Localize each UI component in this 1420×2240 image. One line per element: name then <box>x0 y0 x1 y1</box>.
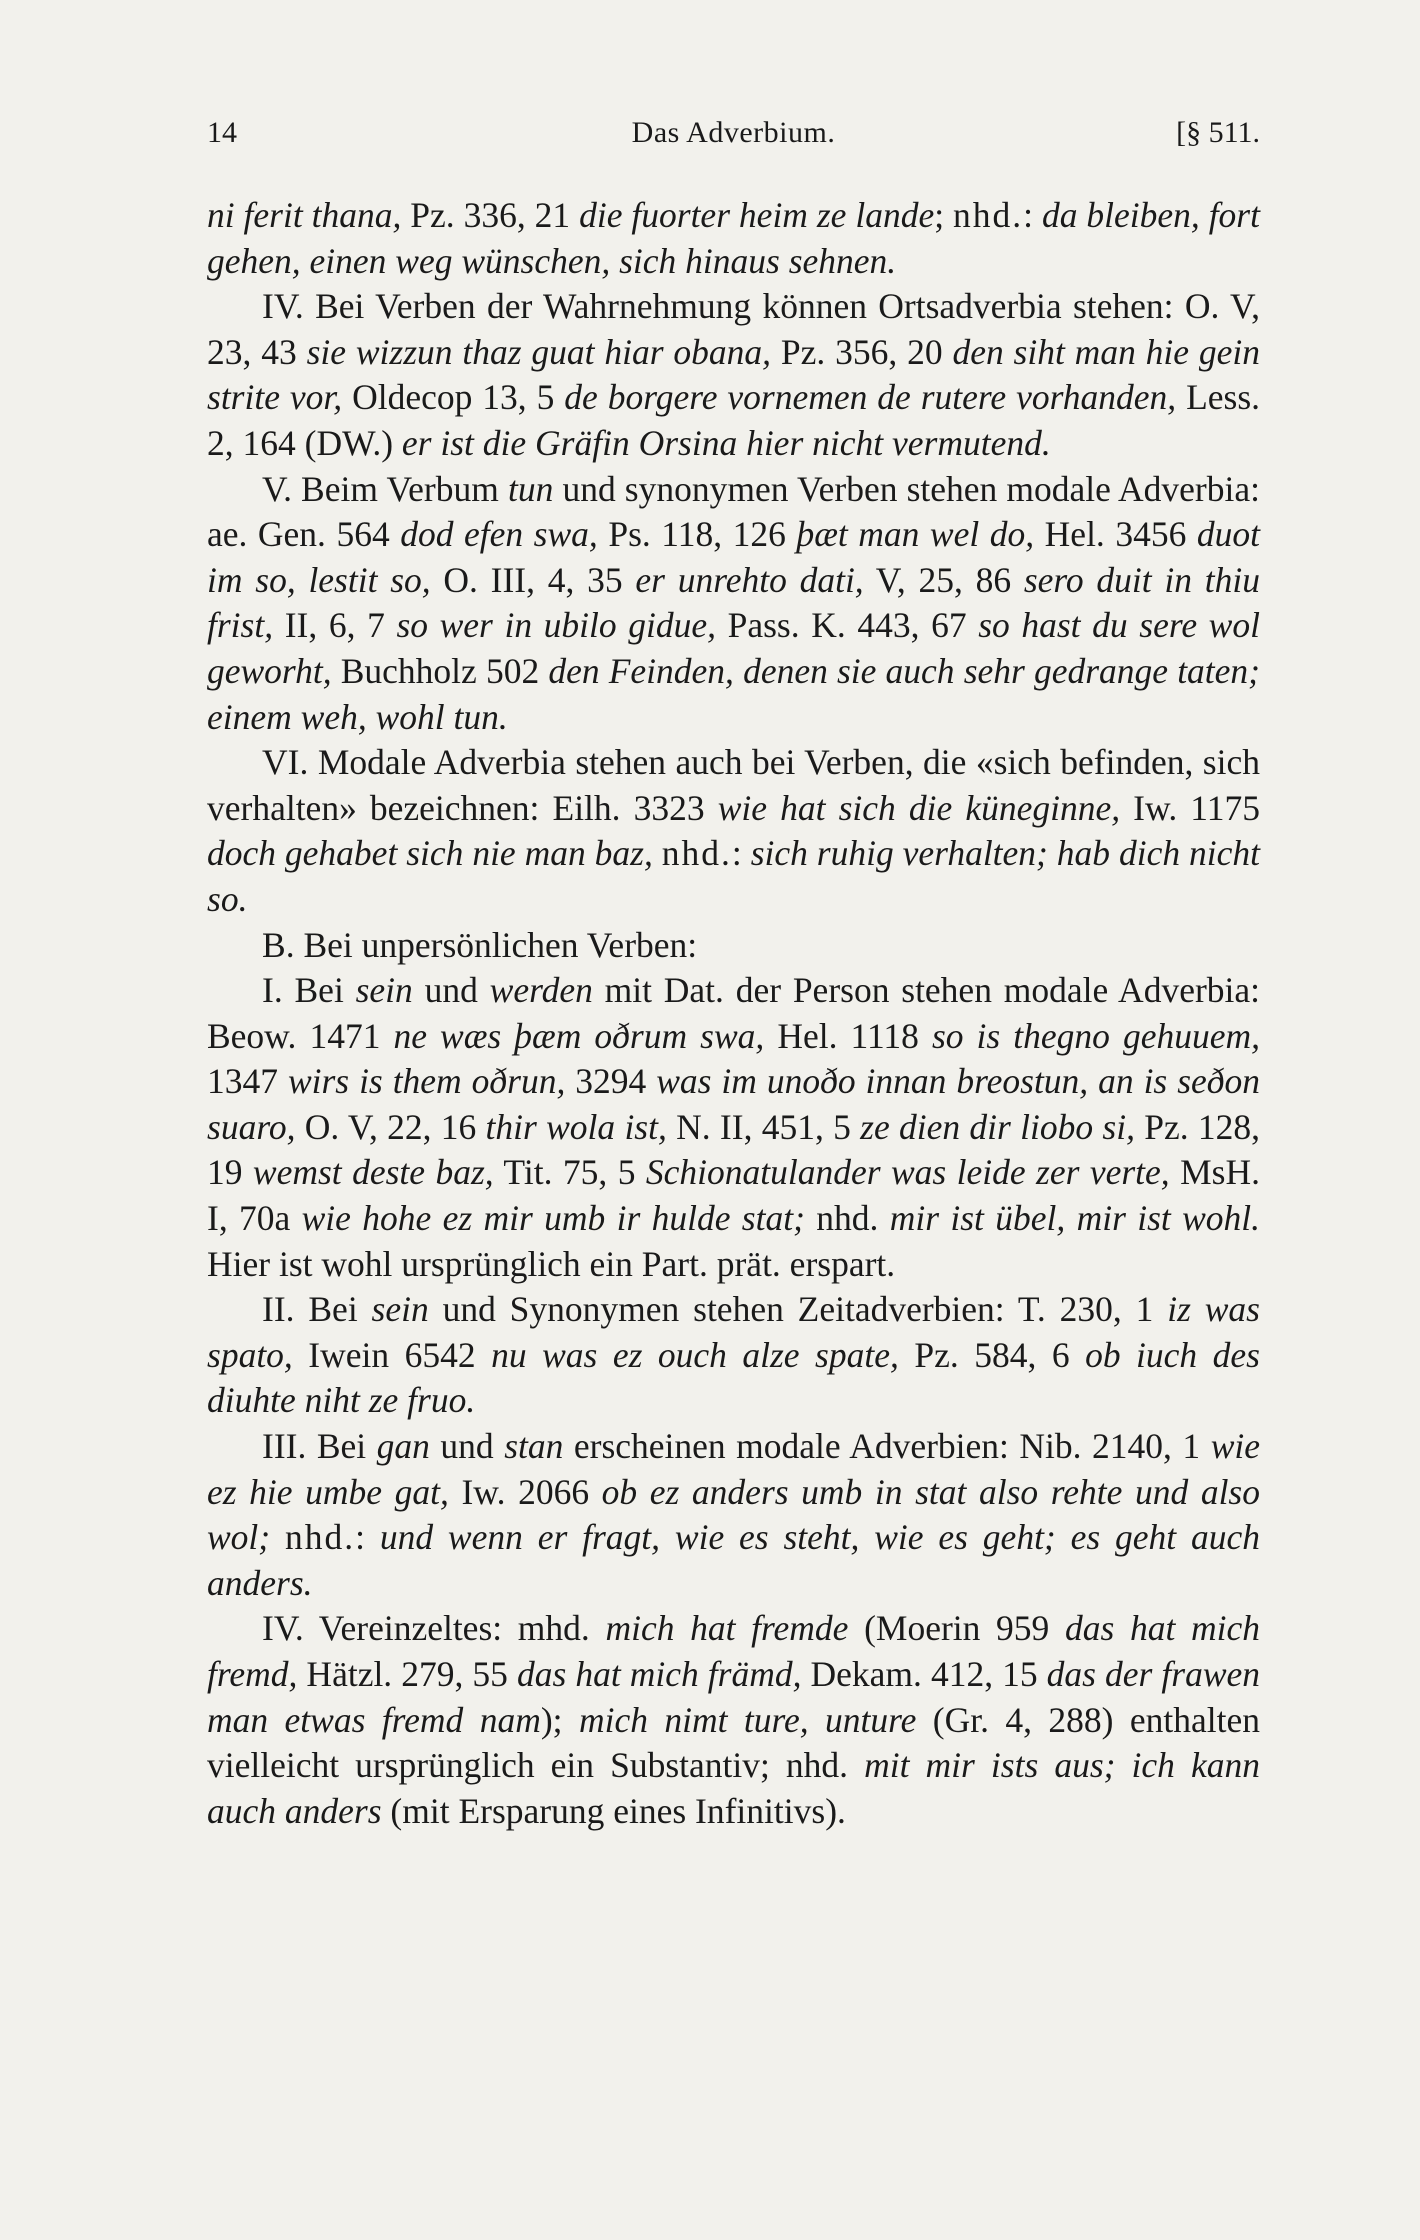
citation: O. III, 4, 35 <box>430 559 636 600</box>
citation: Ps. 118, 126 <box>597 514 797 555</box>
text: ); <box>540 1699 579 1740</box>
citation: Pz. 336, 21 <box>401 195 580 235</box>
paragraph-v <box>207 467 1260 741</box>
text: erscheinen modale Adverbien: Nib. 2140, 1 <box>563 1426 1211 1467</box>
quote: mich hat fremde <box>605 1608 849 1649</box>
text: V. Beim Verbum <box>262 468 508 509</box>
quote: ze dien dir liobo si, <box>860 1106 1135 1147</box>
text: I. Bei <box>262 970 356 1011</box>
quote: sein <box>355 970 413 1011</box>
text: B. Bei unpersönlichen Verben: <box>262 924 698 965</box>
quote: doch gehabet sich nie man baz, <box>207 833 653 874</box>
citation: Pz. 356, 20 <box>771 331 953 372</box>
text: und synonymen Verben stehen modale Adverbia: ae. Gen. 564 <box>207 468 1260 555</box>
text: : <box>731 833 751 874</box>
quote: wirs is them oðrun, <box>287 1061 566 1102</box>
quote: werden <box>489 970 593 1011</box>
paragraph-continuation <box>207 193 1260 284</box>
quote: die fuorter heim ze lande <box>579 195 935 235</box>
quote: Schionatulander was leide zer verte, <box>645 1152 1170 1193</box>
citation: Dekam. 412, 15 <box>801 1654 1047 1694</box>
abbrev: nhd. <box>953 195 1024 235</box>
citation: II, 6, 7 <box>273 605 397 646</box>
quote: nu was ez ouch alze spate, <box>491 1334 899 1375</box>
citation: N. II, 451, 5 <box>666 1106 861 1147</box>
citation: Iw. 1175 <box>1120 787 1260 828</box>
quote: das hat mich främd, <box>516 1654 802 1694</box>
text: und Synonymen stehen Zeitadverbien: T. 230, 1 <box>428 1289 1168 1330</box>
citation: 3294 <box>565 1061 657 1102</box>
quote: wie ez hie umbe gat, <box>207 1426 1260 1512</box>
quote: mir ist übel, mir ist wohl. <box>889 1198 1261 1239</box>
quote: ne wæs þæm oðrum swa, <box>393 1015 765 1056</box>
quote: thir wola ist, <box>485 1106 667 1147</box>
quote: so is thegno gehuuem, <box>931 1015 1260 1056</box>
citation: Less. 2, 164 (DW.) <box>207 377 1261 463</box>
quote: iz was spato, <box>207 1289 1260 1375</box>
citation: V, 25, 86 <box>863 559 1024 600</box>
text: II. Bei <box>262 1289 372 1330</box>
citation: Hätzl. 279, 55 <box>297 1654 517 1694</box>
quote: und wenn er fragt, wie es steht, wie es geht; es geht auch anders. <box>207 1517 1260 1603</box>
text <box>270 1517 285 1557</box>
quote: sero duit in thiu frist, <box>207 559 1260 646</box>
quote: sie wizzun thaz guat hiar obana, <box>306 331 772 372</box>
quote: so wer in ubilo gidue, <box>396 605 717 646</box>
quote: wie hohe ez mir umb ir hulde stat; <box>301 1198 805 1239</box>
quote: dod efen swa, <box>400 514 598 555</box>
citation: Pass. K. 443, 67 <box>716 605 979 646</box>
quote: das der frawen man etwas fremd nam <box>207 1654 1261 1740</box>
quote: ob iuch des diuhte niht ze fruo. <box>207 1334 1260 1421</box>
paragraph-b-i <box>207 968 1260 1287</box>
paragraph-b-iv <box>207 1606 1260 1834</box>
section-heading-b <box>207 923 1260 969</box>
text <box>653 833 662 873</box>
text: (Gr. 4, 288) enthalten vielleicht ursprünglich ein Substantiv; nhd. <box>207 1699 1260 1786</box>
citation: Iwein 6542 <box>292 1334 492 1375</box>
text: mit Dat. der Person stehen modale Adverbia: Beow. 1471 <box>207 970 1261 1056</box>
section-number: [§ 511. <box>1176 116 1260 149</box>
text: IV. Vereinzeltes: mhd. <box>262 1608 606 1649</box>
quote: wemst deste baz, <box>252 1152 494 1193</box>
text: III. Bei <box>262 1426 377 1467</box>
quote: da bleiben, fort gehen, einen weg wünschen, sich hinaus sehnen. <box>207 195 1260 281</box>
citation: O. V, 22, 16 <box>295 1106 486 1147</box>
quote: den siht man hie gein strite vor, <box>207 331 1261 418</box>
running-title: Das Adverbium. <box>631 116 836 149</box>
quote: den Feinden, denen sie auch sehr gedrange taten; einem weh, wohl tun. <box>207 650 1260 737</box>
citation: Oldecop 13, 5 <box>342 377 565 418</box>
quote: was im unoðo innan breostun, an is seðon suaro, <box>207 1061 1261 1147</box>
quote: er ist die Gräfin Orsina hier nicht vermutend. <box>401 422 1051 463</box>
text: : <box>1023 195 1042 235</box>
paragraph-vi <box>207 740 1260 922</box>
quote: sein <box>371 1289 429 1330</box>
text: und <box>412 970 490 1011</box>
body-text <box>207 193 1260 1834</box>
quote: þæt man wel do, <box>796 514 1035 555</box>
paragraph-b-iii <box>207 1424 1260 1606</box>
citation: 1347 <box>207 1061 288 1102</box>
citation: Tit. 75, 5 <box>493 1152 646 1193</box>
text: und <box>429 1426 505 1467</box>
text: nhd. <box>804 1198 890 1239</box>
citation: Iw. 2066 <box>448 1471 602 1512</box>
quote: wie hat sich die küneginne, <box>717 787 1121 828</box>
quote: ob ez anders umb in stat also rehte und also wol; <box>207 1471 1260 1558</box>
abbrev: nhd. <box>284 1517 356 1558</box>
citation: MsH. I, 70a <box>207 1152 1260 1239</box>
text: ; <box>934 195 954 235</box>
quote: er unrehto dati, <box>635 559 864 600</box>
citation: Hel. 3456 <box>1034 514 1197 555</box>
text: IV. Bei Verben der Wahrnehmung können Ortsadverbia stehen: O. V, 23, 43 <box>207 286 1260 372</box>
quote: duot im so, lestit so, <box>207 514 1260 600</box>
quote: mit mir ists aus; ich kann auch anders <box>207 1745 1260 1831</box>
quote: mich nimt ture, unture <box>578 1699 917 1740</box>
text: (mit Ersparung eines Infinitivs). <box>381 1790 846 1831</box>
text: : <box>355 1517 380 1558</box>
quote: sich ruhig verhalten; hab dich nicht so. <box>207 833 1260 919</box>
page-header <box>207 116 1260 160</box>
quote: das hat mich fremd, <box>207 1608 1260 1694</box>
citation: Pz. 128, 19 <box>207 1106 1261 1193</box>
quote: tun <box>507 468 554 509</box>
paragraph-iv <box>207 284 1260 466</box>
quote: stan <box>504 1426 564 1467</box>
citation: (Moerin 959 <box>848 1608 1065 1649</box>
page-number: 14 <box>207 116 237 149</box>
citation: Hel. 1118 <box>764 1015 932 1056</box>
text: Hier ist wohl ursprünglich ein Part. prät. erspart. <box>207 1243 896 1284</box>
paragraph-b-ii <box>207 1287 1260 1424</box>
quote: gan <box>376 1426 430 1467</box>
text: VI. Modale Adverbia stehen auch bei Verben, die «sich befinden, sich verhalten» bezeichnen: Eilh. 3323 <box>207 742 1260 828</box>
citation: Pz. 584, 6 <box>898 1334 1086 1375</box>
citation: Buchholz 502 <box>331 650 549 691</box>
abbrev: nhd. <box>661 833 732 874</box>
quote: ni ferit thana, <box>207 195 402 235</box>
quote: de borgere vornemen de rutere vorhanden, <box>564 377 1177 418</box>
quote: so hast du sere wol geworht, <box>207 605 1260 691</box>
